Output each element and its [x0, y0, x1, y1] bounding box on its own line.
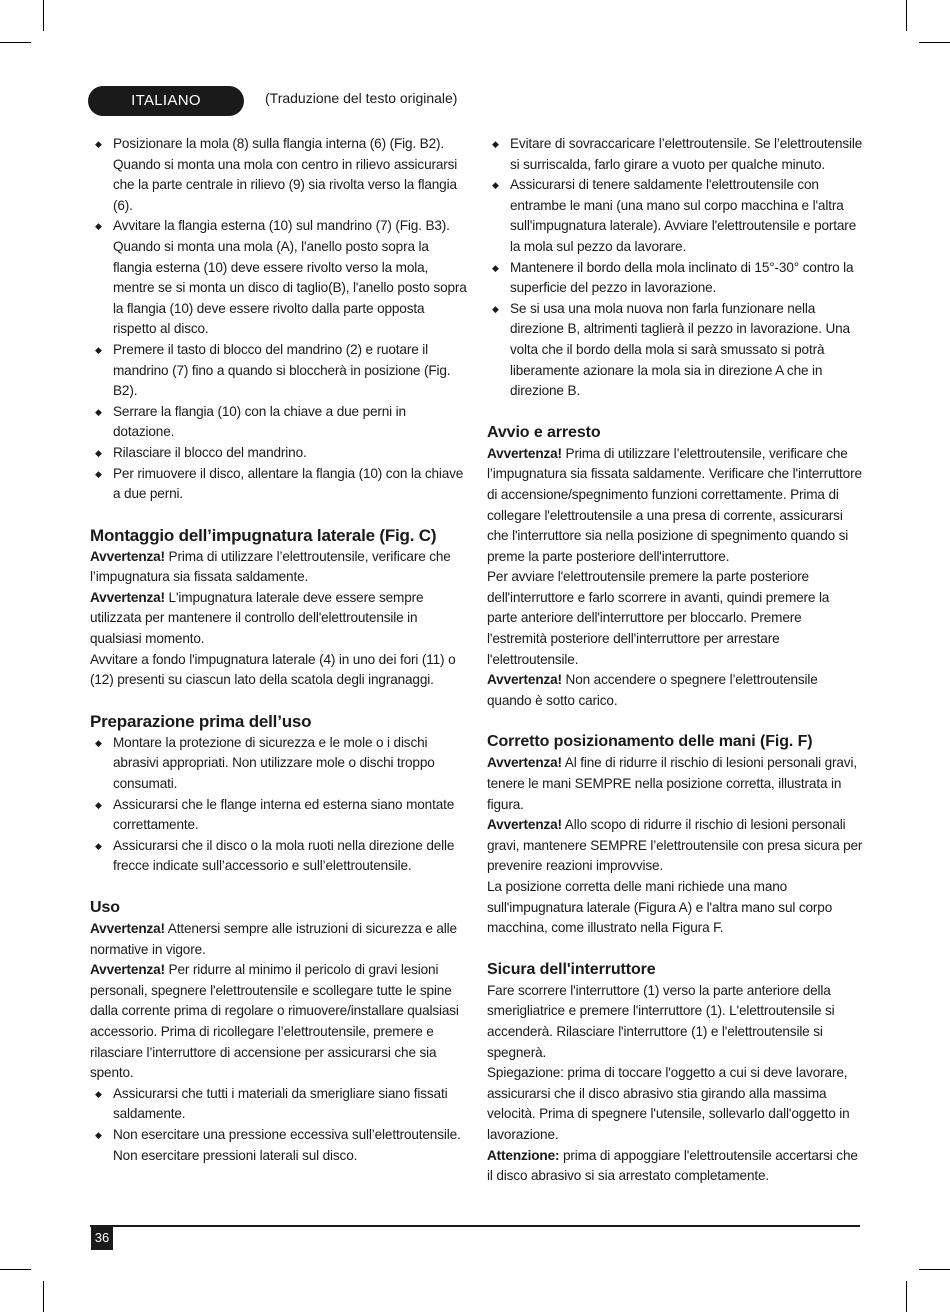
section-heading: Preparazione prima dell’uso: [90, 711, 312, 731]
diamond-bullet-icon: ◆: [95, 139, 102, 149]
section-heading: Sicura dell'interruttore: [487, 960, 656, 978]
bullet-list: [90, 134, 468, 505]
list-item: ◆ Serrare la flangia (10) con la chiave a due perni in dotazione.: [95, 403, 406, 440]
language-label: ITALIANO: [88, 86, 244, 116]
warning-paragraph: Attenzione: prima di appoggiare l'elettroutensile accertarsi che il disco abrasivo si sia arrestato completamente.: [487, 1147, 858, 1184]
diamond-bullet-icon: ◆: [95, 406, 102, 417]
body-paragraph: Spiegazione: prima di toccare l'oggetto a cui si deve lavorare, assicurarsi che il disco abrasivo stia girando alla massima velocità. Prima di spegnere l'utensile, sollevarlo dall'oggetto in lavorazione.: [487, 1065, 850, 1142]
crop-mark: [906, 1281, 907, 1312]
right-column: [487, 134, 863, 1187]
diamond-bullet-icon: ◆: [492, 303, 499, 314]
left-column: [90, 134, 468, 1166]
diamond-bullet-icon: ◆: [95, 221, 102, 232]
list-item: ◆ Assicurarsi che le flange interna ed esterna siano montate correttamente.: [95, 796, 455, 833]
crop-mark: [919, 42, 950, 43]
diamond-bullet-icon: ◆: [95, 840, 102, 851]
diamond-bullet-icon: ◆: [95, 799, 102, 810]
translation-note: (Traduzione del testo originale): [265, 90, 458, 106]
diamond-bullet-icon: ◆: [95, 447, 102, 458]
footer-rule: [90, 1225, 860, 1227]
warning-paragraph: Avvertenza! Allo scopo di ridurre il rischio di lesioni personali gravi, mantenere SEMPRE l’elettroutensile con presa sicura per prevenire reazioni improvvise.: [487, 817, 863, 874]
crop-mark: [0, 42, 31, 43]
section-heading: Uso: [90, 899, 120, 916]
list-item: ◆ Mantenere il bordo della mola inclinato di 15°-30° contro la superficie del pezzo in lavorazione.: [492, 259, 854, 296]
crop-mark: [43, 1281, 44, 1312]
list-item: ◆ Non esercitare una pressione eccessiva sull’elettroutensile. Non esercitare pressioni laterali sul disco.: [95, 1126, 461, 1163]
warning-paragraph: Avvertenza! Per ridurre al minimo il pericolo di gravi lesioni personali, spegnere l'elettroutensile e scollegare tutte le spine dalla corrente prima di regolare o rimuovere/installare qualsiasi accessorio. Prima di ricollegare l’elettroutensile, premere e rilasciare l’interruttore di accensione per assicurarsi che sia spento.: [90, 962, 459, 1081]
warning-paragraph: Avvertenza! Non accendere o spegnere l’elettroutensile quando è sotto carico.: [487, 672, 818, 708]
diamond-bullet-icon: ◆: [95, 344, 102, 355]
list-item: ◆ Assicurarsi che il disco o la mola ruoti nella direzione delle frecce indicate sull’accessorio e sull’elettroutensile.: [95, 837, 455, 874]
diamond-bullet-icon: ◆: [95, 468, 102, 479]
section-heading: Montaggio dell’impugnatura laterale (Fig. C): [90, 525, 437, 545]
body-paragraph: Avvitare a fondo l'impugnatura laterale (4) in uno dei fori (11) o (12) presenti su ciascun lato della scatola degli ingranaggi.: [90, 651, 456, 688]
list-item: ◆ Assicurarsi che tutti i materiali da smerigliare siano fissati saldamente.: [95, 1085, 448, 1122]
warning-paragraph: Avvertenza! Al fine di ridurre il rischio di lesioni personali gravi, tenere le mani SEMPRE nella posizione corretta, illustrata in figura.: [487, 755, 857, 812]
body-paragraph: Fare scorrere l'interruttore (1) verso la parte anteriore della smerigliatrice e premere l'interruttore (1). L'elettroutensile si accenderà. Rilasciare l'interruttore (1) e l'elettroutensile si spegnerà.: [487, 982, 835, 1060]
section-heading: Avvio e arresto: [487, 423, 601, 441]
warning-paragraph: Avvertenza! Prima di utilizzare l’elettroutensile, verificare che l’impugnatura sia fissata saldamente.: [90, 548, 451, 585]
section-heading: Corretto posizionamento delle mani (Fig. F): [487, 733, 813, 751]
body-paragraph: Per avviare l'elettroutensile premere la parte posteriore dell'interruttore e farlo scorrere in avanti, quindi premere la parte anteriore dell'interruttore per bloccarlo. Premere l'estremità posteriore dell'interruttore per arrestare l'elettroutensile.: [487, 569, 830, 667]
diamond-bullet-icon: ◆: [95, 1088, 102, 1099]
bullet-list: [487, 134, 863, 402]
warning-paragraph: Avvertenza! Prima di utilizzare l’elettroutensile, verificare che l’impugnatura sia fissata saldamente. Verificare che l'interruttore di accensione/spegnimento funzioni correttamente. Prima di collegare l'elettroutensile a una presa di corrente, assicurarsi che l'interruttore sia nella posizione di spegnimento quando si preme la parte posteriore dell'interruttore.: [487, 445, 862, 564]
list-item: ◆ Assicurarsi di tenere saldamente l'elettroutensile con entrambe le mani (una mano sul corpo macchina e l'altra sull'impugnatura laterale). Avviare l'elettroutensile e portare la mola sul pezzo da lavorare.: [492, 177, 857, 254]
crop-mark: [906, 0, 907, 31]
list-item: ◆ Per rimuovere il disco, allentare la flangia (10) con la chiave a due perni.: [95, 465, 464, 502]
warning-paragraph: Avvertenza! L'impugnatura laterale deve essere sempre utilizzata per mantenere il controllo dell'elettroutensile in qualsiasi momento.: [90, 589, 424, 647]
diamond-bullet-icon: ◆: [492, 139, 499, 149]
diamond-bullet-icon: ◆: [95, 737, 102, 748]
crop-mark: [0, 1269, 31, 1270]
list-item: ◆ Montare la protezione di sicurezza e le mole o i dischi abrasivi appropriati. Non utilizzare mole o dischi troppo consumati.: [95, 734, 435, 792]
diamond-bullet-icon: ◆: [492, 262, 499, 273]
warning-paragraph: Avvertenza! Attenersi sempre alle istruzioni di sicurezza e alle normative in vigore.: [90, 921, 457, 957]
diamond-bullet-icon: ◆: [492, 180, 499, 191]
list-item: ◆ Premere il tasto di blocco del mandrino (2) e ruotare il mandrino (7) fino a quando si bloccherà in posizione (Fig. B2).: [95, 341, 451, 399]
list-item: ◆ Evitare di sovraccaricare l’elettroutensile. Se l’elettroutensile si surriscalda, farlo girare a vuoto per qualche minuto.: [492, 136, 863, 172]
list-item: ◆ Avvitare la flangia esterna (10) sul mandrino (7) (Fig. B3). Quando si monta una mola (A), l'anello posto sopra la flangia esterna (10) deve essere rivolto verso la mola, mentre se si monta un disco di taglio(B), l'anello posto sopra la flangia (10) deve essere rivolto dalla parte opposta rispetto al disco.: [95, 218, 467, 337]
list-item: ◆ Posizionare la mola (8) sulla flangia interna (6) (Fig. B2). Quando si monta una mola con centro in rilievo assicurarsi che la parte centrale in rilievo (9) sia rivolta verso la flangia (6).: [95, 136, 458, 213]
crop-mark: [919, 1269, 950, 1270]
diamond-bullet-icon: ◆: [95, 1129, 102, 1140]
bullet-list: [90, 733, 468, 877]
list-item: ◆ Rilasciare il blocco del mandrino.: [90, 443, 468, 464]
list-item: ◆ Se si usa una mola nuova non farla funzionare nella direzione B, altrimenti taglierà il pezzo in lavorazione. Una volta che il bordo della mola si sarà smussato si potrà liberamente azionare la mola sia in direzione A che in direzione B.: [492, 300, 850, 399]
page-number: 36: [91, 1226, 113, 1250]
crop-mark: [43, 0, 44, 31]
body-paragraph: La posizione corretta delle mani richiede una mano sull'impugnatura laterale (Figura A) e l'altra mano sul corpo macchina, come illustrato nella Figura F.: [487, 879, 833, 936]
bullet-list: [90, 1084, 468, 1166]
